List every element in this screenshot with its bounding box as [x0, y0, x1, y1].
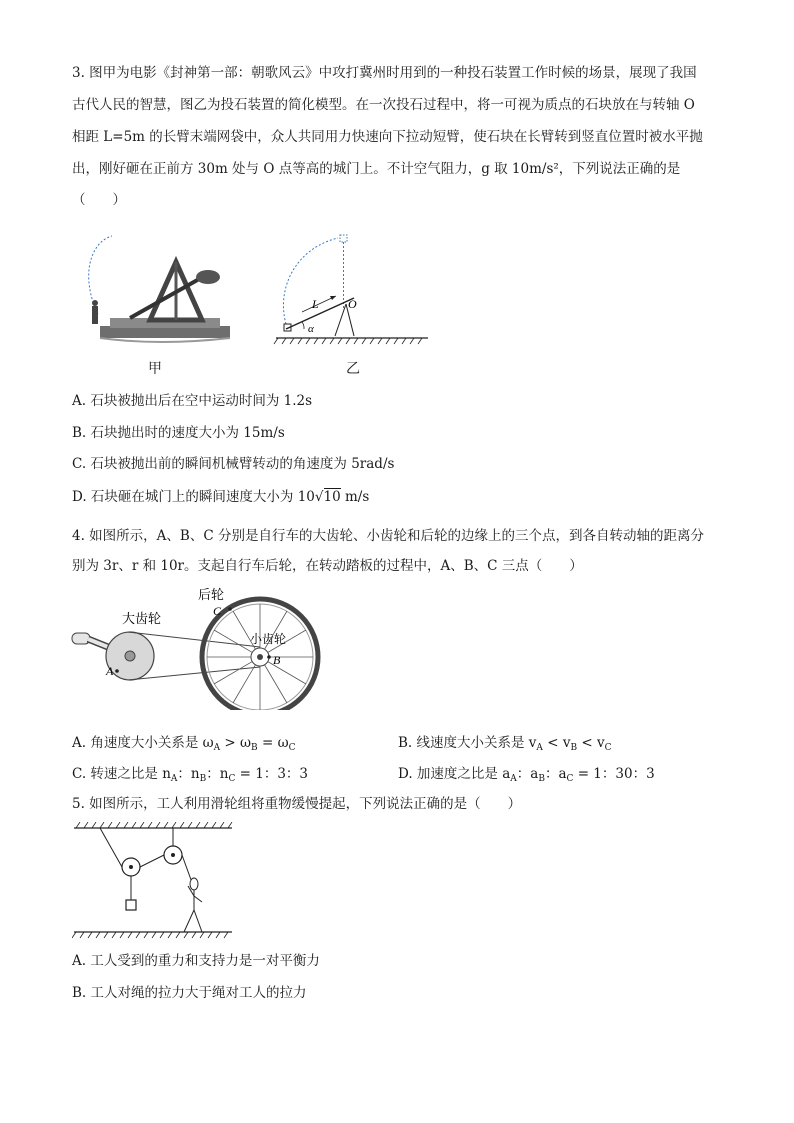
sub: A: [213, 743, 221, 753]
catapult-model-figure: [272, 228, 432, 353]
sub: C: [566, 774, 574, 784]
q4-option-b[interactable]: [398, 734, 612, 757]
q3-option-c[interactable]: C. 石块被抛出前的瞬间机械臂转动的角速度为 5rad/s: [72, 456, 395, 472]
q3-line-4: 出，刚好砸在正前方 30m 处与 O 点等高的城门上。不计空气阻力，g 取 10m/s²，下列说法正确的是: [72, 161, 681, 177]
q4-line-1: 4. 如图所示，A、B、C 分别是自行车的大齿轮、小齿轮和后轮的边缘上的三个点，到各自转动轴的距离分: [72, 528, 704, 544]
label-rear-wheel: 后轮: [198, 588, 225, 603]
q4-option-a-text: A. 角速度大小关系是 ω: [72, 735, 214, 751]
q4-option-c-rest2: ：n: [206, 766, 229, 782]
fig-yi-caption: 乙: [346, 361, 360, 377]
q4-option-d-text: D. 加速度之比是 a: [398, 766, 511, 782]
label-small-gear: 小齿轮: [250, 632, 287, 646]
q5-option-a[interactable]: A. 工人受到的重力和支持力是一对平衡力: [72, 953, 320, 969]
q4-option-b-text: B. 线速度大小关系是 v: [398, 735, 537, 751]
q4-option-c-ratio: = 1：3：3: [235, 766, 309, 782]
label-alpha: α: [308, 323, 314, 335]
pulley-worker-figure: [72, 822, 242, 940]
q4-option-a-rest2: = ω: [257, 735, 289, 751]
sqrt-sign: √: [314, 489, 324, 505]
q5-line-1: 5. 如图所示，工人利用滑轮组将重物缓慢提起，下列说法正确的是（ ）: [72, 796, 522, 812]
q3-option-d[interactable]: [72, 488, 369, 506]
q3-line-2: 古代人民的智慧，图乙为投石装置的简化模型。在一次投石过程中，将一可视为质点的石块放在与转轴 O: [72, 97, 695, 113]
q4-option-d-rest: ：a: [516, 766, 539, 782]
q3-line-3: 相距 L=5m 的长臂末端网袋中，众人共同用力快速向下拉动短臂，使石块在长臂转到竖直位置时被水平抛: [72, 129, 703, 145]
sub: C: [228, 774, 236, 784]
q4-option-b-rest2: < v: [577, 735, 605, 751]
sub: C: [288, 743, 296, 753]
sub: A: [170, 774, 178, 784]
q3-line-1: 3. 图甲为电影《封神第一部：朝歌风云》中攻打冀州时用到的一种投石装置工作时候的场景，展现了我国: [72, 65, 697, 81]
sub: C: [604, 743, 612, 753]
q4-option-d-rest2: ：a: [544, 766, 567, 782]
sub: B: [538, 774, 545, 784]
q3-option-a[interactable]: A. 石块被抛出后在空中运动时间为 1.2s: [72, 393, 313, 409]
q3-option-b[interactable]: B. 石块抛出时的速度大小为 15m/s: [72, 425, 285, 441]
label-point-b: B: [273, 653, 281, 667]
sub: B: [199, 774, 207, 784]
q4-option-c[interactable]: [72, 765, 308, 788]
sub: A: [536, 743, 543, 753]
label-point-a: A: [106, 664, 114, 678]
q4-line-2: 别为 3r、r 和 10r。支起自行车后轮，在转动踏板的过程中，A、B、C 三点（ ）: [72, 558, 583, 574]
q4-option-c-text: C. 转速之比是 n: [72, 766, 171, 782]
q3-option-d-text: D. 石块砸在城门上的瞬间速度大小为 10: [72, 489, 315, 505]
q5-option-b[interactable]: B. 工人对绳的拉力大于绳对工人的拉力: [72, 985, 307, 1001]
sub: B: [251, 743, 258, 753]
label-big-gear: 大齿轮: [122, 612, 162, 627]
q4-option-b-rest: < v: [542, 735, 571, 751]
label-O: O: [348, 297, 357, 311]
q3-line-5: （ ）: [72, 192, 126, 208]
q4-option-a-rest: > ω: [220, 735, 252, 751]
q3-option-d-unit: m/s: [340, 489, 370, 505]
label-L: L: [312, 297, 319, 311]
q4-option-d-ratio: = 1：30：3: [573, 766, 655, 782]
q4-option-c-rest: ：n: [177, 766, 200, 782]
sub: A: [510, 774, 517, 784]
bicycle-gear-figure: [70, 585, 330, 710]
q4-option-d[interactable]: [398, 765, 655, 788]
label-point-c: C: [213, 604, 222, 618]
sub: B: [570, 743, 578, 753]
sqrt-radicand: 10: [323, 489, 341, 505]
fig-jia-caption: 甲: [148, 361, 162, 377]
catapult-scene-figure: [80, 222, 240, 352]
q4-option-a[interactable]: [72, 734, 295, 757]
